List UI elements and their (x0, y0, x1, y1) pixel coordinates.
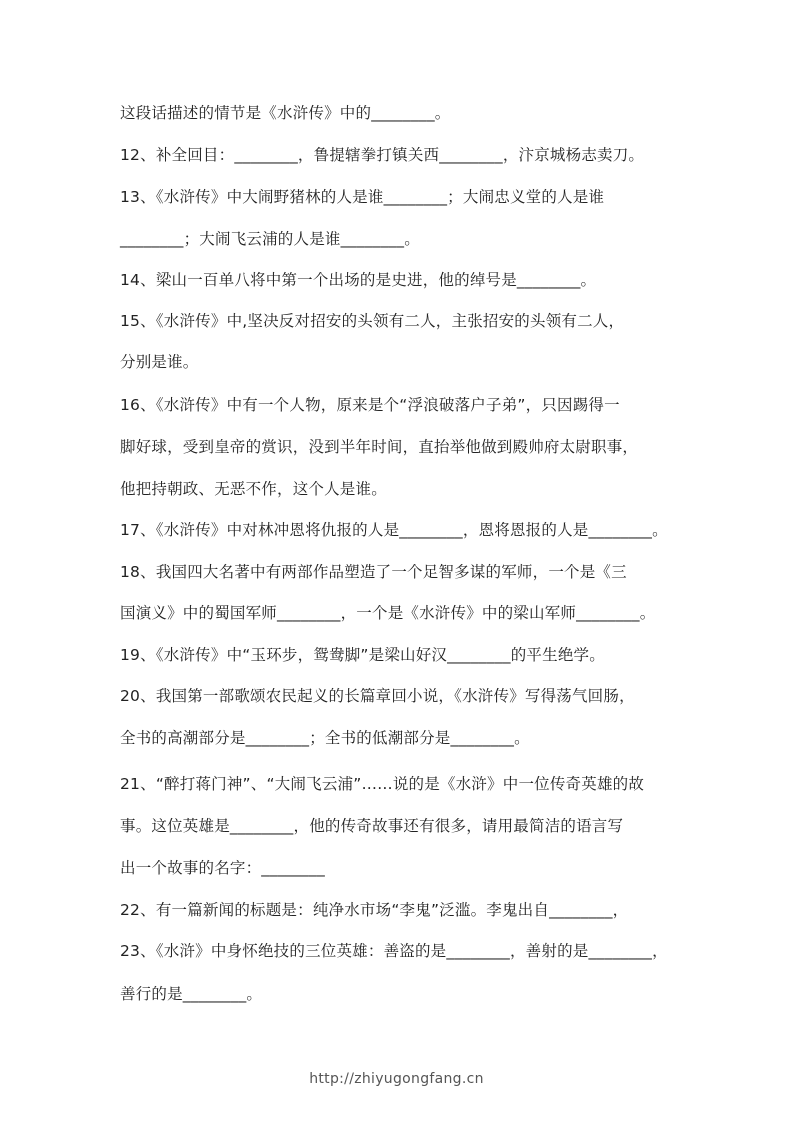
question-21-line-3: 出一个故事的名字：________ (120, 859, 325, 877)
question-15-line-2: 分别是谁。 (120, 353, 199, 371)
text-line-1: 这段话描述的情节是《水浒传》中的________。 (120, 104, 451, 122)
question-23-line-1: 23、《水浒》中身怀绝技的三位英雄：善盗的是________，善射的是________， (120, 942, 668, 960)
question-16-line-2: 脚好球，受到皇帝的赏识，没到半年时间，直抬举他做到殿帅府太尉职事， (120, 438, 639, 456)
question-19: 19、《水浒传》中“玉环步，鸳鸯脚”是梁山好汉________的平生绝学。 (120, 646, 605, 664)
question-14: 14、梁山一百单八将中第一个出场的是史进，他的绰号是________。 (120, 271, 597, 289)
question-15-line-1: 15、《水浒传》中,坚决反对招安的头领有二人，主张招安的头领有二人， (120, 312, 625, 330)
question-18-line-1: 18、我国四大名著中有两部作品塑造了一个足智多谋的军师，一个是《三 (120, 563, 627, 581)
question-13-line-1: 13、《水浒传》中大闹野猪林的人是谁________；大闹忠义堂的人是谁 (120, 188, 605, 206)
question-20-line-2: 全书的高潮部分是________；全书的低潮部分是________。 (120, 729, 530, 747)
question-16-line-3: 他把持朝政、无恶不作，这个人是谁。 (120, 480, 387, 498)
question-16-line-1: 16、《水浒传》中有一个人物，原来是个“浮浪破落户子弟”，只因踢得一 (120, 396, 620, 414)
question-21-line-1: 21、“醉打蒋门神”、“大闹飞云浦”……说的是《水浒》中一位传奇英雄的故 (120, 775, 645, 793)
question-17: 17、《水浒传》中对林冲恩将仇报的人是________，恩将恩报的人是________。 (120, 521, 668, 539)
footer-url: http://zhiyugongfang.cn (309, 1071, 484, 1087)
question-13-line-2: ________；大闹飞云浦的人是谁________。 (120, 230, 420, 248)
question-23-line-2: 善行的是________。 (120, 985, 263, 1003)
question-12: 12、补全回目：________，鲁提辖拳打镇关西________，汴京城杨志卖刀。 (120, 146, 645, 164)
question-18-line-2: 国演义》中的蜀国军师________，一个是《水浒传》中的梁山军师________。 (120, 604, 656, 622)
question-21-line-2: 事。这位英雄是________，他的传奇故事还有很多，请用最简洁的语言写 (120, 817, 624, 835)
question-22: 22、有一篇新闻的标题是：纯净水市场“李鬼”泛滥。李鬼出自________， (120, 901, 629, 919)
question-20-line-1: 20、我国第一部歌颂农民起义的长篇章回小说，《水浒传》写得荡气回肠， (120, 687, 635, 705)
